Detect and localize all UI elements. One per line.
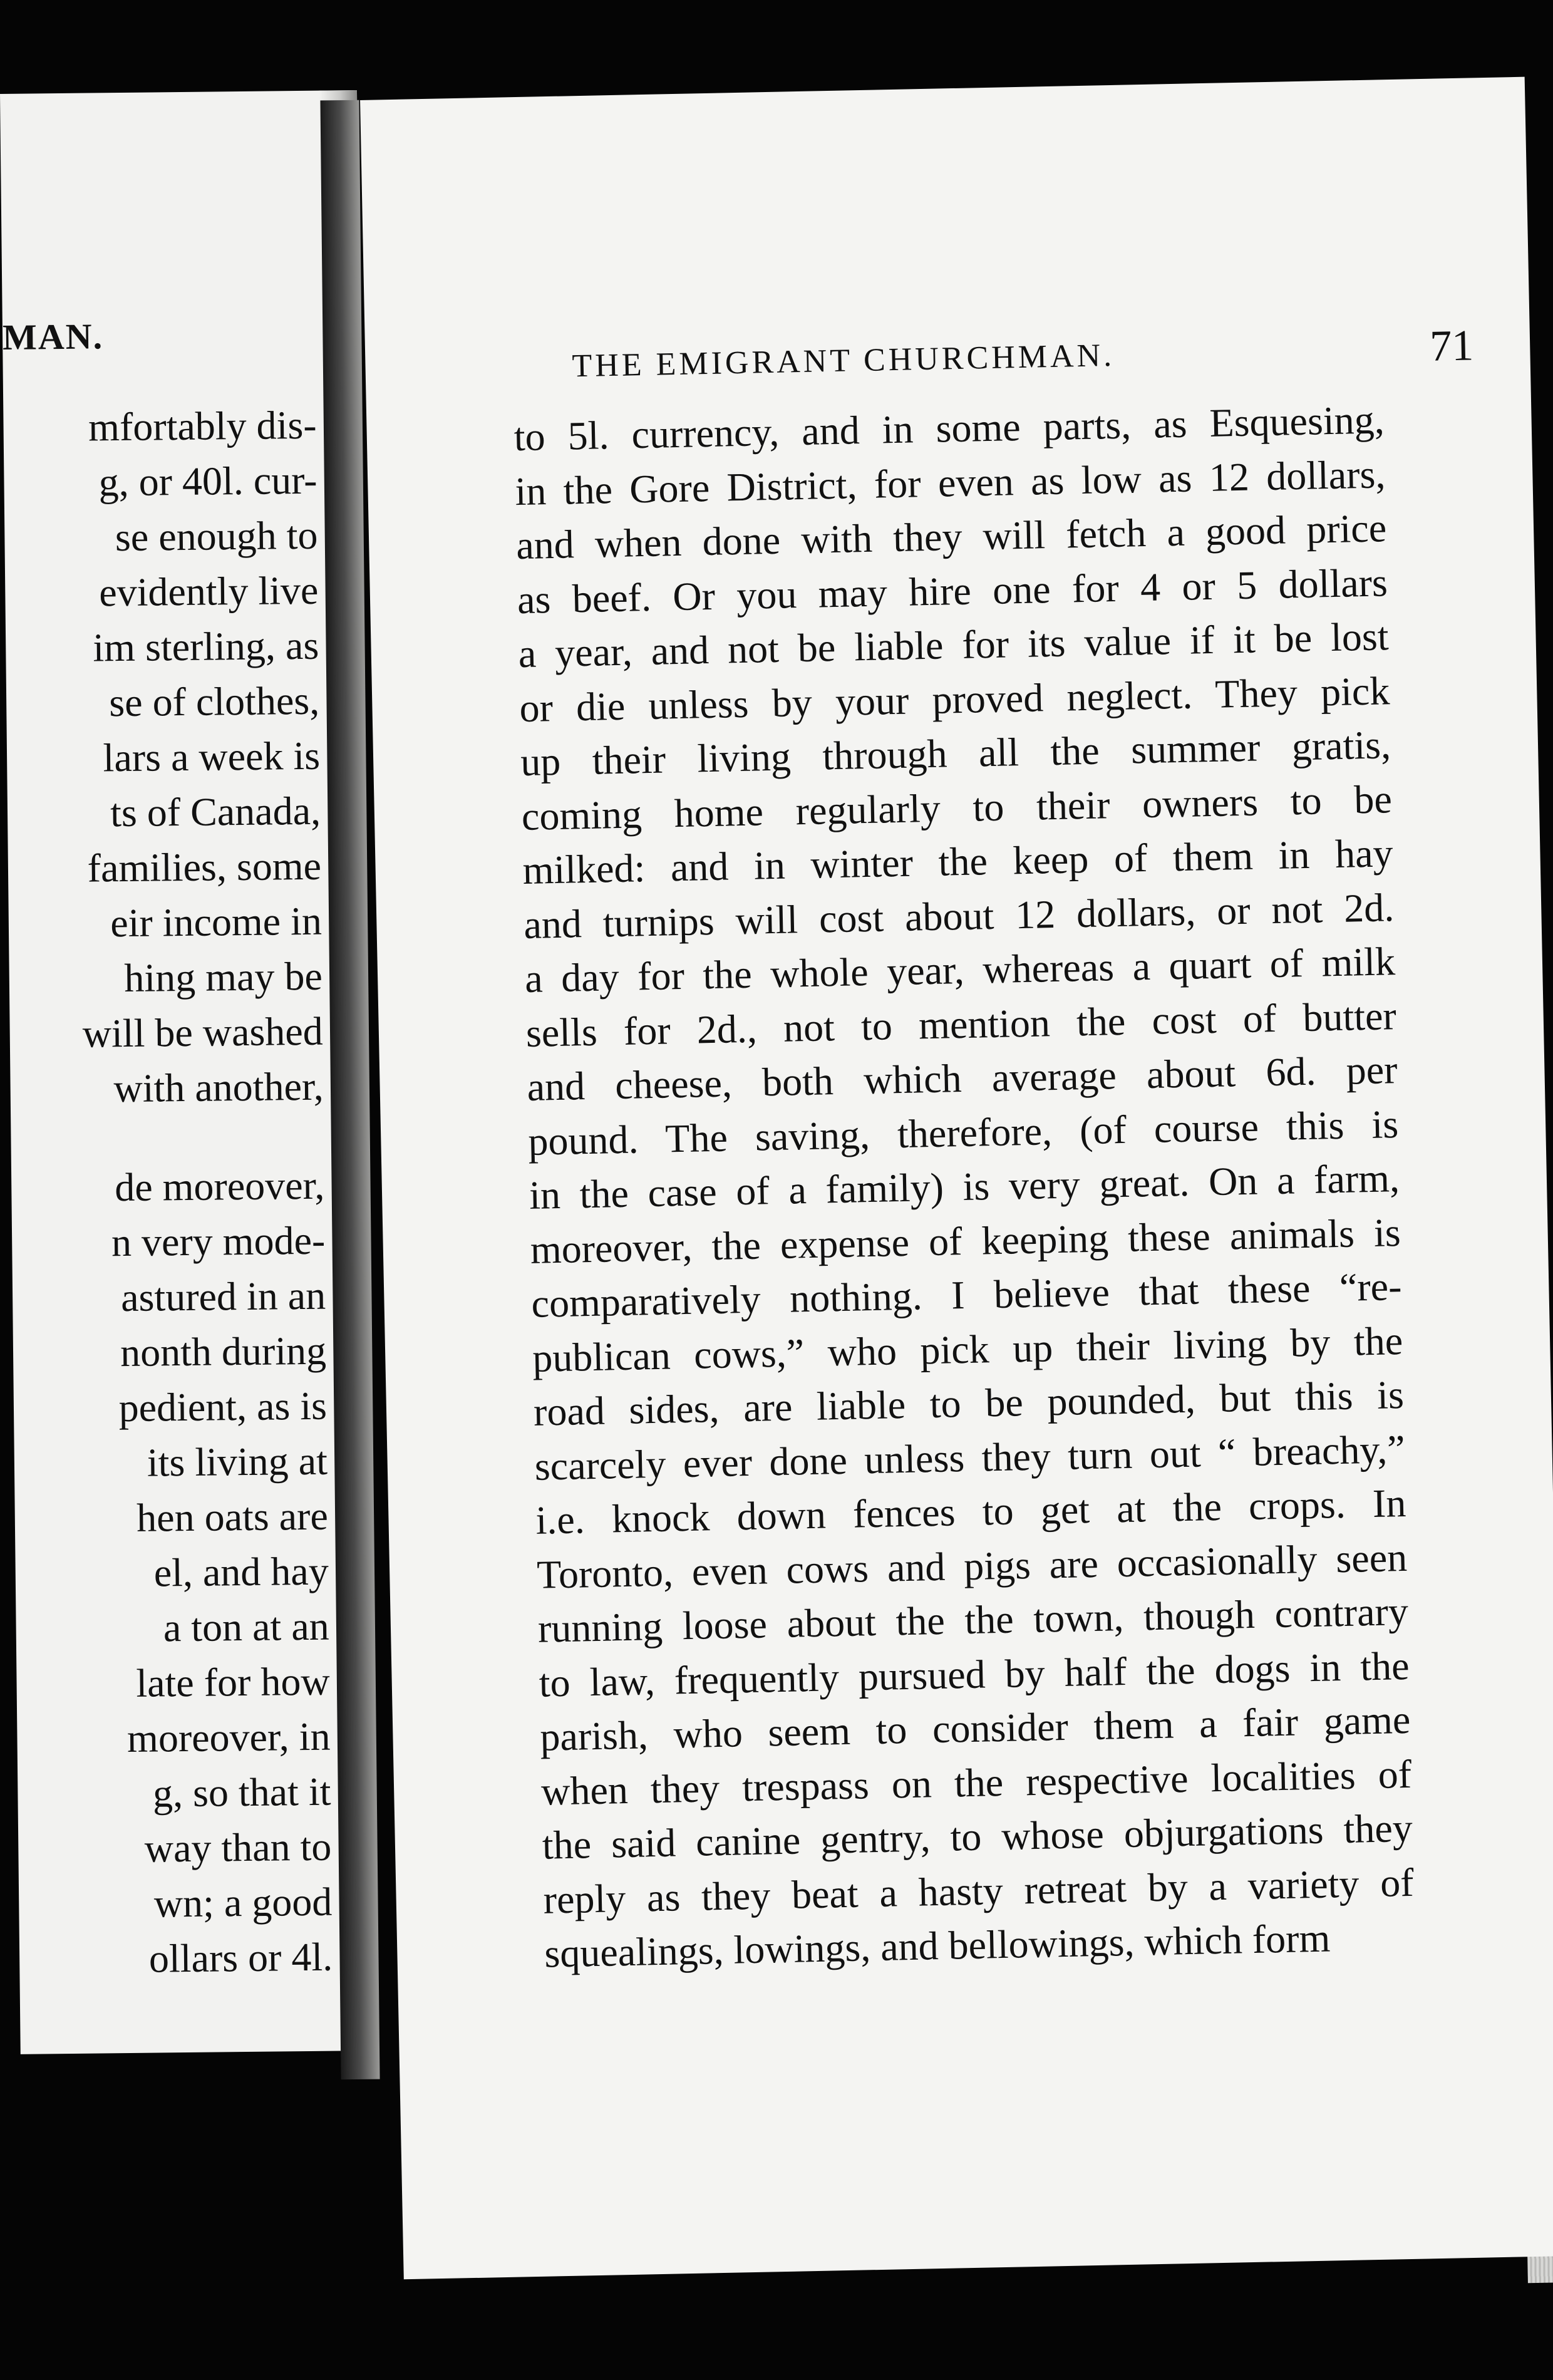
text-line: up their living through all the summer gratis, — [520, 722, 1391, 785]
text-line: will be washed — [82, 1008, 324, 1056]
text-line: to law, frequently pursued by half the dogs in the — [539, 1643, 1410, 1705]
text-line: se of clothes, — [108, 678, 320, 725]
text-line: evidently live — [98, 567, 319, 615]
text-line: a day for the whole year, whereas a quart of milk — [524, 939, 1396, 1001]
left-page-text — [16, 398, 333, 1988]
text-line: de moreover, — [114, 1162, 325, 1210]
text-line: hing may be — [124, 953, 323, 1000]
text-line: comparatively nothing. I believe that these “re- — [530, 1264, 1403, 1326]
body-text — [513, 393, 1415, 1981]
text-line: the said canine gentry, to whose objurgations they — [542, 1805, 1413, 1868]
text-line: its living at — [147, 1438, 328, 1485]
text-line: moreover, the expense of keeping these animals is — [530, 1209, 1401, 1272]
paragraph-gap — [23, 1114, 324, 1161]
text-line: ts of Canada, — [110, 788, 321, 836]
text-line: g, or 40l. cur- — [98, 457, 317, 505]
text-line: astured in an — [120, 1273, 326, 1320]
text-line: milked: and in winter the keep of them in hay — [522, 830, 1394, 893]
text-line: a ton at an — [163, 1603, 330, 1650]
text-line: pedient, as is — [118, 1383, 328, 1431]
running-title: THE EMIGRANT CHURCHMAN. — [572, 337, 1115, 385]
text-line: g, so that it — [152, 1769, 331, 1816]
running-head — [572, 321, 1475, 395]
text-line: publican cows,” who pick up their living by the — [532, 1318, 1403, 1380]
text-line: ollars or 4l. — [148, 1934, 333, 1981]
text-line: reply as they beat a hasty retreat by a variety of — [543, 1860, 1415, 1922]
text-line: im sterling, as — [93, 623, 319, 670]
text-line: and turnips will cost about 12 dollars, or not 2d. — [523, 884, 1395, 947]
text-line: coming home regularly to their owners to be — [521, 776, 1393, 839]
text-line: i.e. knock down fences to get at the crops. In — [535, 1480, 1406, 1543]
text-line: with another, — [113, 1063, 324, 1111]
text-line: in the Gore District, for even as low as 12 dollars, — [514, 451, 1386, 514]
text-line: eir income in — [110, 898, 322, 946]
text-line: wn; a good — [153, 1879, 333, 1926]
text-line: families, some — [87, 843, 322, 891]
text-line: pound. The saving, therefore, (of course this is — [527, 1101, 1399, 1164]
text-line: and when done with they will fetch a good price — [515, 505, 1387, 568]
text-line: parish, who seem to consider them a fair game — [539, 1697, 1411, 1759]
text-line: in the case of a family) is very great. On a farm, — [529, 1156, 1400, 1218]
text-line: as beef. Or you may hire one for 4 or 5 dollars — [517, 559, 1388, 622]
text-line: a year, and not be liable for its value if it be lost — [518, 614, 1390, 676]
text-line: el, and hay — [153, 1548, 329, 1595]
text-line: lars a week is — [103, 733, 321, 780]
right-page — [360, 77, 1553, 2280]
text-line: way than to — [144, 1824, 332, 1871]
text-line: when they trespass on the respective localities of — [540, 1751, 1412, 1814]
left-page-running-head: MAN. — [2, 316, 104, 358]
text-line: squealings, lowings, and bellowings, which form — [544, 1915, 1331, 1976]
page-number: 71 — [1429, 321, 1474, 371]
text-line: n very mode- — [111, 1218, 326, 1265]
text-line: to 5l. currency, and in some parts, as Esquesing, — [513, 397, 1385, 460]
text-line: se enough to — [115, 512, 318, 560]
text-line: hen oats are — [136, 1493, 329, 1540]
text-line: nonth during — [120, 1328, 327, 1375]
text-line: or die unless by your proved neglect. They pick — [519, 668, 1390, 730]
text-line: moreover, in — [126, 1714, 331, 1761]
text-line: and cheese, both which average about 6d. per — [526, 1047, 1398, 1109]
text-line: running loose about the the town, though contrary — [537, 1588, 1409, 1651]
text-line: late for how — [135, 1658, 330, 1705]
text-line: sells for 2d., not to mention the cost of butter — [525, 993, 1397, 1055]
text-line: mfortably dis- — [88, 402, 317, 450]
text-line: scarcely ever done unless they turn out “ breachy,” — [534, 1426, 1406, 1489]
text-line: road sides, are liable to be pounded, but this is — [533, 1372, 1405, 1434]
text-line: Toronto, even cows and pigs are occasionally seen — [536, 1534, 1408, 1597]
left-page — [0, 90, 378, 2054]
